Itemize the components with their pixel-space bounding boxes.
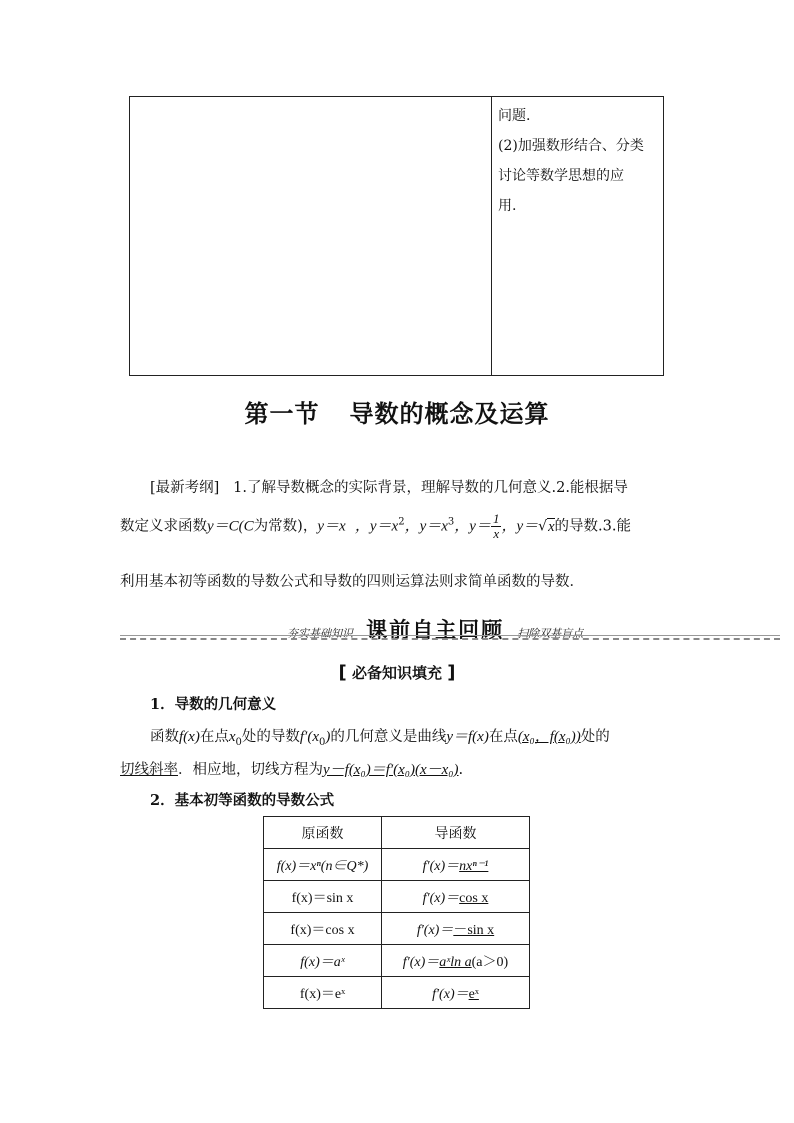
table-right-cell	[498, 101, 660, 221]
original-function: f(x)＝aˣ	[264, 945, 382, 977]
sqrt-radicand: x	[548, 518, 555, 535]
fraction-numerator: 1	[492, 511, 500, 526]
banner-center: 课前自主回顾	[366, 618, 505, 642]
text: 在点	[199, 729, 229, 745]
bracket-icon: ]	[447, 662, 456, 683]
text: 的几何意义是曲线	[330, 729, 447, 745]
text: 在点	[488, 729, 518, 745]
derivative-prefix: f′(x)＝	[402, 954, 440, 970]
formula-sup: 3	[447, 516, 455, 528]
text: 处的	[580, 729, 610, 745]
section-number: 第一节	[244, 400, 320, 428]
banner-rule	[120, 635, 780, 636]
table-row	[264, 849, 530, 881]
syllabus-line-2	[120, 512, 631, 541]
formula: f′(x	[299, 729, 319, 745]
syllabus-line-1	[150, 476, 628, 497]
table-line: 问题.	[498, 108, 531, 124]
table-header-row	[264, 817, 530, 849]
original-function: f(x)＝xⁿ(n∈Q*)	[264, 849, 382, 881]
formula: f(x)	[179, 729, 200, 745]
answer-blank: eˣ	[468, 986, 479, 1002]
derivative-cell	[382, 945, 530, 977]
subheading	[0, 662, 794, 683]
bracket-icon: [	[338, 662, 347, 683]
syllabus-line-3: 利用基本初等函数的导数公式和导数的四则运算法则求简单函数的导数．	[120, 574, 584, 590]
text: .	[458, 762, 464, 778]
formula: ，y＝x	[354, 518, 399, 535]
table-line: (2)加强数形结合、分类	[498, 138, 644, 154]
answer-blank: y－f(x₀)＝f′(x₀)(x－x₀)	[323, 762, 459, 778]
subheading-text: 必备知识填充	[351, 664, 442, 682]
formula-sub: 0	[235, 736, 242, 748]
column-header: 导函数	[382, 817, 530, 849]
sqrt-icon: √	[538, 518, 548, 535]
formula-sub: 0	[318, 736, 326, 748]
fraction-denominator: x	[493, 526, 500, 541]
fraction	[491, 512, 502, 541]
answer-blank: nxⁿ⁻¹	[459, 858, 489, 874]
table-row	[264, 913, 530, 945]
original-function: f(x)＝eˣ	[264, 977, 382, 1009]
table-row	[264, 977, 530, 1009]
formula: y＝C(C	[207, 518, 254, 535]
answer-blank: －sin x	[453, 922, 495, 938]
top-table	[129, 96, 664, 376]
table-line: 用.	[498, 198, 517, 214]
column-header: 原函数	[264, 817, 382, 849]
item-heading: 2．基本初等函数的导数公式	[150, 792, 335, 809]
syllabus-text: 1.了解导数概念的实际背景，理解导数的几何意义.2.能根据导	[233, 480, 628, 496]
item1-line-2	[120, 758, 463, 779]
formula: y＝f(x)	[446, 729, 489, 745]
syllabus-tag: [最新考纲]	[150, 480, 220, 496]
formula: )	[325, 729, 331, 745]
original-function: f(x)＝sin x	[264, 881, 382, 913]
formula: ，y＝	[501, 518, 539, 535]
derivative-prefix: f′(x)＝	[432, 986, 469, 1002]
formula-sup: 2	[398, 516, 405, 528]
banner-right: 扫除双基盲点	[517, 627, 584, 640]
derivative-prefix: f′(x)＝	[416, 922, 454, 938]
formula: y＝x	[317, 518, 346, 535]
item1-line-1	[150, 725, 610, 748]
answer-blank: 切线斜率	[120, 762, 178, 778]
table-row	[264, 945, 530, 977]
section-name: 导数的概念及运算	[349, 400, 550, 428]
derivative-prefix: f′(x)＝	[422, 858, 460, 874]
derivative-cell	[382, 913, 530, 945]
syllabus-text: 的导数.3.能	[554, 518, 631, 535]
derivative-condition: (a＞0)	[471, 954, 509, 970]
formula: ，y＝x	[404, 518, 448, 535]
formula: x	[228, 729, 236, 745]
banner-left: 夯实基础知识	[287, 627, 353, 640]
formula: ，y＝	[454, 518, 491, 535]
original-function: f(x)＝cos x	[264, 913, 382, 945]
syllabus-text: 数定义求函数	[120, 518, 207, 535]
derivative-prefix: f′(x)＝	[422, 890, 460, 906]
text: 函数	[150, 729, 179, 745]
section-title	[0, 394, 794, 429]
table-line: 讨论等数学思想的应	[498, 168, 624, 184]
answer-blank: aˣln a	[439, 954, 472, 970]
derivative-formula-table	[263, 816, 530, 1009]
item-heading: 1．导数的几何意义	[150, 696, 277, 713]
table-divider	[491, 97, 492, 375]
text: 处的导数	[241, 729, 300, 745]
answer-blank: cos x	[459, 890, 489, 906]
answer-blank: (x₀，f(x₀))	[517, 729, 581, 745]
table-row	[264, 881, 530, 913]
derivative-cell	[382, 881, 530, 913]
derivative-cell	[382, 849, 530, 881]
text: ．相应地，切线方程为	[178, 762, 323, 778]
derivative-cell	[382, 977, 530, 1009]
syllabus-text: 为常数)，	[253, 518, 318, 535]
banner-dashed-rule	[120, 638, 780, 644]
